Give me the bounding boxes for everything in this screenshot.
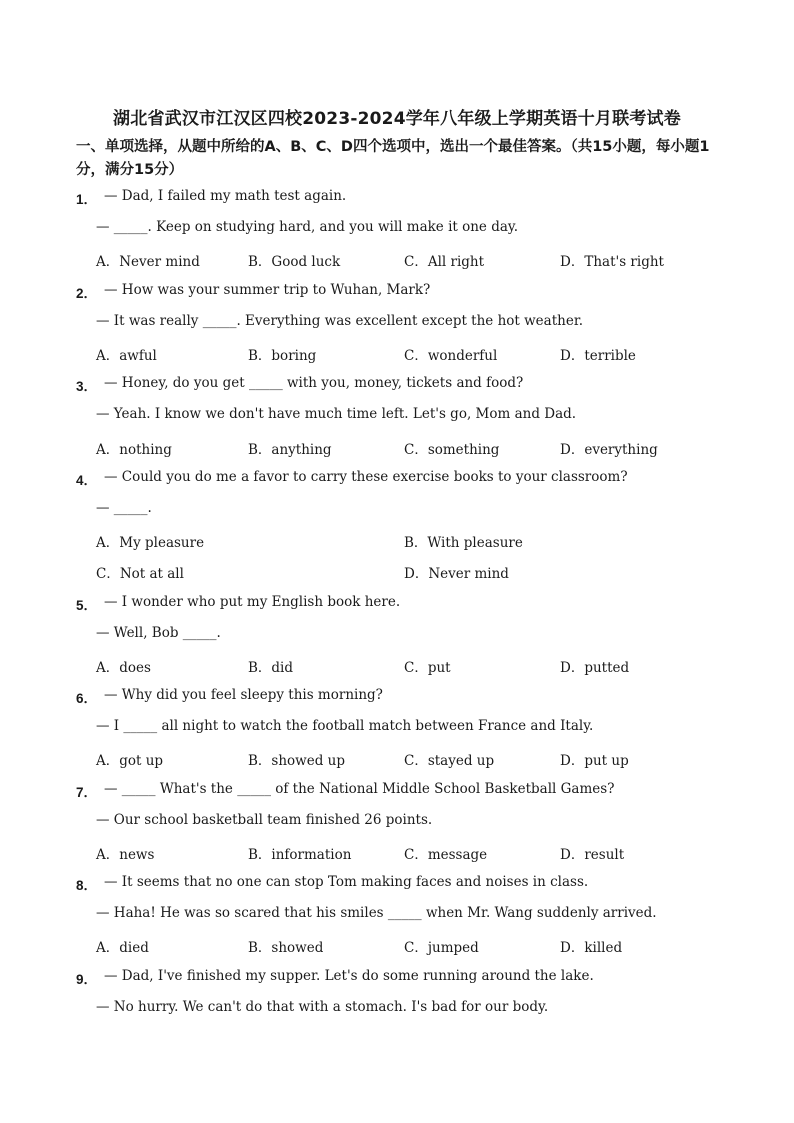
option-c[interactable]: C．All right bbox=[404, 254, 485, 270]
question-reply: — _____. Keep on studying hard, and you will make it one day. bbox=[96, 219, 519, 235]
option-c[interactable]: C．stayed up bbox=[404, 753, 495, 769]
option-a[interactable]: A．died bbox=[96, 940, 149, 956]
question-prompt: — Honey, do you get _____ with you, money, tickets and food? bbox=[104, 375, 524, 391]
option-c[interactable]: C．jumped bbox=[404, 940, 479, 956]
option-a[interactable]: A．got up bbox=[96, 753, 164, 769]
option-a[interactable]: A．My pleasure bbox=[96, 535, 205, 551]
question-reply: — Our school basketball team finished 26 points. bbox=[96, 812, 433, 828]
question-number: 7． bbox=[76, 785, 98, 800]
option-d[interactable]: D．everything bbox=[560, 442, 658, 458]
option-d[interactable]: D．put up bbox=[560, 753, 629, 769]
exam-title: 湖北省武汉市江汉区四校2023-2024学年八年级上学期英语十月联考试卷 bbox=[113, 109, 681, 129]
question-prompt: — It seems that no one can stop Tom making faces and noises in class. bbox=[104, 874, 589, 890]
option-c[interactable]: C．something bbox=[404, 442, 500, 458]
question-prompt: — How was your summer trip to Wuhan, Mark? bbox=[104, 282, 431, 298]
option-b[interactable]: B．showed bbox=[248, 940, 324, 956]
option-a[interactable]: A．does bbox=[96, 660, 151, 676]
option-c[interactable]: C．wonderful bbox=[404, 348, 498, 364]
option-d[interactable]: D．That's right bbox=[560, 254, 664, 270]
option-d[interactable]: D．killed bbox=[560, 940, 623, 956]
option-b[interactable]: B．did bbox=[248, 660, 294, 676]
option-c[interactable]: C．Not at all bbox=[96, 566, 184, 582]
question-number: 1． bbox=[76, 192, 98, 207]
option-c[interactable]: C．message bbox=[404, 847, 488, 863]
option-c[interactable]: C．put bbox=[404, 660, 451, 676]
question-reply: — It was really _____. Everything was excellent except the hot weather. bbox=[96, 313, 584, 329]
option-d[interactable]: D．result bbox=[560, 847, 625, 863]
option-d[interactable]: D．putted bbox=[560, 660, 630, 676]
question-reply: — _____. bbox=[96, 500, 152, 516]
question-prompt: — _____ What's the _____ of the National Middle School Basketball Games? bbox=[104, 781, 615, 797]
question-number: 2． bbox=[76, 286, 98, 301]
option-b[interactable]: B．information bbox=[248, 847, 352, 863]
question-reply: — Haha! He was so scared that his smiles _____ when Mr. Wang suddenly arrived. bbox=[96, 905, 657, 921]
question-reply: — I _____ all night to watch the football match between France and Italy. bbox=[96, 718, 594, 734]
option-a[interactable]: A．news bbox=[96, 847, 155, 863]
option-b[interactable]: B．showed up bbox=[248, 753, 345, 769]
option-b[interactable]: B．With pleasure bbox=[404, 535, 523, 551]
question-reply: — No hurry. We can't do that with a stomach. I's bad for our body. bbox=[96, 999, 549, 1015]
option-d[interactable]: D．terrible bbox=[560, 348, 636, 364]
question-number: 4． bbox=[76, 473, 98, 488]
question-number: 8． bbox=[76, 878, 98, 893]
section-instructions: 一、单项选择，从题中所给的A、B、C、D四个选项中，选出一个最佳答案。（共15小题，每小题1分，满分15分） bbox=[76, 139, 710, 178]
question-prompt: — Could you do me a favor to carry these exercise books to your classroom? bbox=[104, 469, 628, 485]
question-prompt: — Dad, I failed my math test again. bbox=[104, 188, 347, 204]
question-number: 6． bbox=[76, 691, 98, 706]
option-a[interactable]: A．nothing bbox=[96, 442, 172, 458]
question-reply: — Well, Bob _____. bbox=[96, 625, 221, 641]
option-b[interactable]: B．boring bbox=[248, 348, 317, 364]
option-b[interactable]: B．Good luck bbox=[248, 254, 341, 270]
option-d[interactable]: D．Never mind bbox=[404, 566, 509, 582]
option-a[interactable]: A．awful bbox=[96, 348, 157, 364]
question-number: 3． bbox=[76, 379, 98, 394]
question-prompt: — Dad, I've finished my supper. Let's do some running around the lake. bbox=[104, 968, 594, 984]
question-reply: — Yeah. I know we don't have much time left. Let's go, Mom and Dad. bbox=[96, 406, 577, 422]
question-prompt: — I wonder who put my English book here. bbox=[104, 594, 401, 610]
question-number: 5． bbox=[76, 598, 98, 613]
question-number: 9． bbox=[76, 972, 98, 987]
question-prompt: — Why did you feel sleepy this morning? bbox=[104, 687, 383, 703]
option-b[interactable]: B．anything bbox=[248, 442, 332, 458]
option-a[interactable]: A．Never mind bbox=[96, 254, 200, 270]
